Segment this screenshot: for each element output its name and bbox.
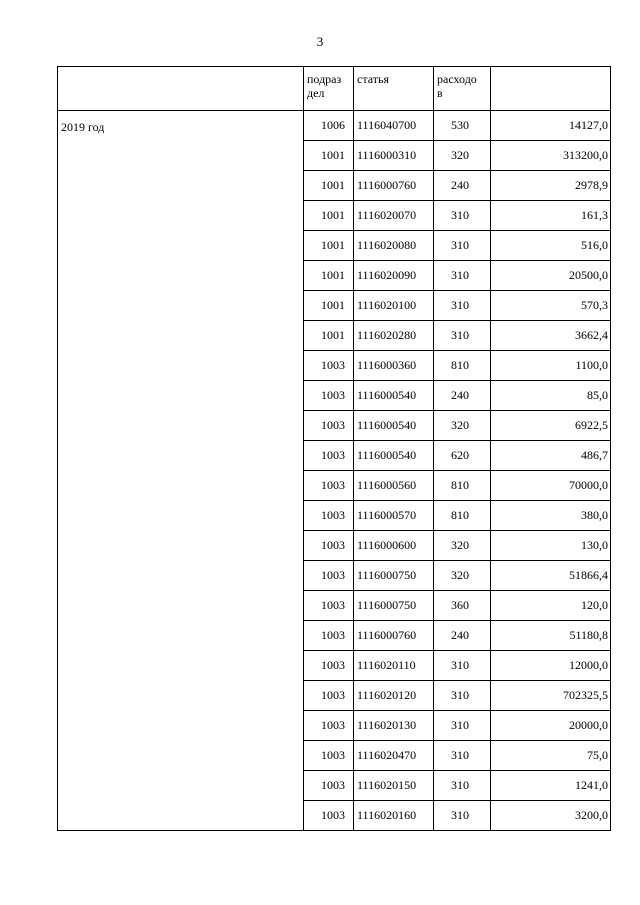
cell-article: 1116000540: [354, 381, 434, 411]
cell-subsection: 1003: [304, 711, 354, 741]
cell-expense-type: 310: [434, 201, 491, 231]
cell-article: 1116000750: [354, 591, 434, 621]
cell-expense-type: 310: [434, 711, 491, 741]
cell-expense-type: 620: [434, 441, 491, 471]
cell-expense-type: 310: [434, 321, 491, 351]
cell-subsection: 1003: [304, 441, 354, 471]
cell-expense-type: 310: [434, 801, 491, 831]
cell-amount: 20000,0: [491, 711, 611, 741]
cell-amount: 1241,0: [491, 771, 611, 801]
cell-amount: 51866,4: [491, 561, 611, 591]
cell-subsection: 1003: [304, 471, 354, 501]
cell-amount: 120,0: [491, 591, 611, 621]
cell-article: 1116020090: [354, 261, 434, 291]
cell-article: 1116000540: [354, 441, 434, 471]
cell-article: 1116000600: [354, 531, 434, 561]
cell-article: 1116000310: [354, 141, 434, 171]
cell-amount: 2978,9: [491, 171, 611, 201]
cell-amount: 75,0: [491, 741, 611, 771]
cell-subsection: 1003: [304, 741, 354, 771]
cell-article: 1116020120: [354, 681, 434, 711]
cell-subsection: 1001: [304, 171, 354, 201]
cell-subsection: 1003: [304, 411, 354, 441]
cell-amount: 570,3: [491, 291, 611, 321]
cell-subsection: 1001: [304, 261, 354, 291]
cell-amount: 6922,5: [491, 411, 611, 441]
page-number: 3: [316, 34, 324, 49]
cell-expense-type: 530: [434, 111, 491, 141]
cell-expense-type: 320: [434, 141, 491, 171]
cell-expense-type: 310: [434, 651, 491, 681]
cell-article: 1116000540: [354, 411, 434, 441]
cell-amount: 20500,0: [491, 261, 611, 291]
cell-expense-type: 320: [434, 561, 491, 591]
cell-subsection: 1003: [304, 501, 354, 531]
cell-subsection: 1003: [304, 591, 354, 621]
cell-expense-type: 810: [434, 501, 491, 531]
cell-subsection: 1006: [304, 111, 354, 141]
header-cell-expense-type: расходо в: [434, 67, 491, 111]
cell-expense-type: 320: [434, 411, 491, 441]
cell-article: 1116000760: [354, 171, 434, 201]
cell-article: 1116020080: [354, 231, 434, 261]
cell-subsection: 1003: [304, 621, 354, 651]
cell-amount: 313200,0: [491, 141, 611, 171]
cell-amount: 12000,0: [491, 651, 611, 681]
cell-amount: 516,0: [491, 231, 611, 261]
cell-amount: 702325,5: [491, 681, 611, 711]
table-body: [58, 67, 611, 831]
table-row: [58, 111, 611, 141]
cell-expense-type: 240: [434, 621, 491, 651]
header-cell-description: [58, 67, 304, 111]
cell-amount: 3200,0: [491, 801, 611, 831]
cell-article: 1116040700: [354, 111, 434, 141]
cell-subsection: 1001: [304, 291, 354, 321]
cell-amount: 161,3: [491, 201, 611, 231]
cell-article: 1116020470: [354, 741, 434, 771]
cell-subsection: 1003: [304, 561, 354, 591]
cell-article: 1116000570: [354, 501, 434, 531]
cell-amount: 486,7: [491, 441, 611, 471]
cell-article: 1116000560: [354, 471, 434, 501]
cell-amount: 130,0: [491, 531, 611, 561]
cell-expense-type: 240: [434, 381, 491, 411]
cell-subsection: 1001: [304, 141, 354, 171]
cell-expense-type: 240: [434, 171, 491, 201]
cell-subsection: 1001: [304, 231, 354, 261]
year-label: 2019 год: [58, 111, 304, 831]
cell-subsection: 1003: [304, 531, 354, 561]
cell-amount: 1100,0: [491, 351, 611, 381]
cell-article: 1116020150: [354, 771, 434, 801]
table-header-row: [58, 67, 611, 111]
cell-expense-type: 360: [434, 591, 491, 621]
cell-expense-type: 310: [434, 741, 491, 771]
cell-article: 1116000760: [354, 621, 434, 651]
cell-article: 1116000750: [354, 561, 434, 591]
cell-article: 1116020110: [354, 651, 434, 681]
cell-article: 1116000360: [354, 351, 434, 381]
cell-expense-type: 310: [434, 261, 491, 291]
cell-amount: 14127,0: [491, 111, 611, 141]
cell-expense-type: 810: [434, 471, 491, 501]
cell-expense-type: 310: [434, 681, 491, 711]
cell-subsection: 1001: [304, 321, 354, 351]
cell-subsection: 1003: [304, 381, 354, 411]
cell-expense-type: 310: [434, 771, 491, 801]
cell-subsection: 1003: [304, 351, 354, 381]
cell-amount: 3662,4: [491, 321, 611, 351]
cell-article: 1116020100: [354, 291, 434, 321]
header-cell-amount: [491, 67, 611, 111]
cell-expense-type: 310: [434, 291, 491, 321]
cell-expense-type: 810: [434, 351, 491, 381]
cell-subsection: 1003: [304, 771, 354, 801]
cell-amount: 380,0: [491, 501, 611, 531]
cell-article: 1116020280: [354, 321, 434, 351]
budget-table: [57, 66, 611, 831]
cell-article: 1116020130: [354, 711, 434, 741]
cell-article: 1116020070: [354, 201, 434, 231]
cell-subsection: 1003: [304, 681, 354, 711]
cell-amount: 51180,8: [491, 621, 611, 651]
cell-subsection: 1003: [304, 801, 354, 831]
cell-article: 1116020160: [354, 801, 434, 831]
cell-expense-type: 320: [434, 531, 491, 561]
cell-expense-type: 310: [434, 231, 491, 261]
cell-subsection: 1003: [304, 651, 354, 681]
header-cell-subsection: подраз дел: [304, 67, 354, 111]
cell-subsection: 1001: [304, 201, 354, 231]
cell-amount: 85,0: [491, 381, 611, 411]
cell-amount: 70000,0: [491, 471, 611, 501]
header-cell-article: статья: [354, 67, 434, 111]
